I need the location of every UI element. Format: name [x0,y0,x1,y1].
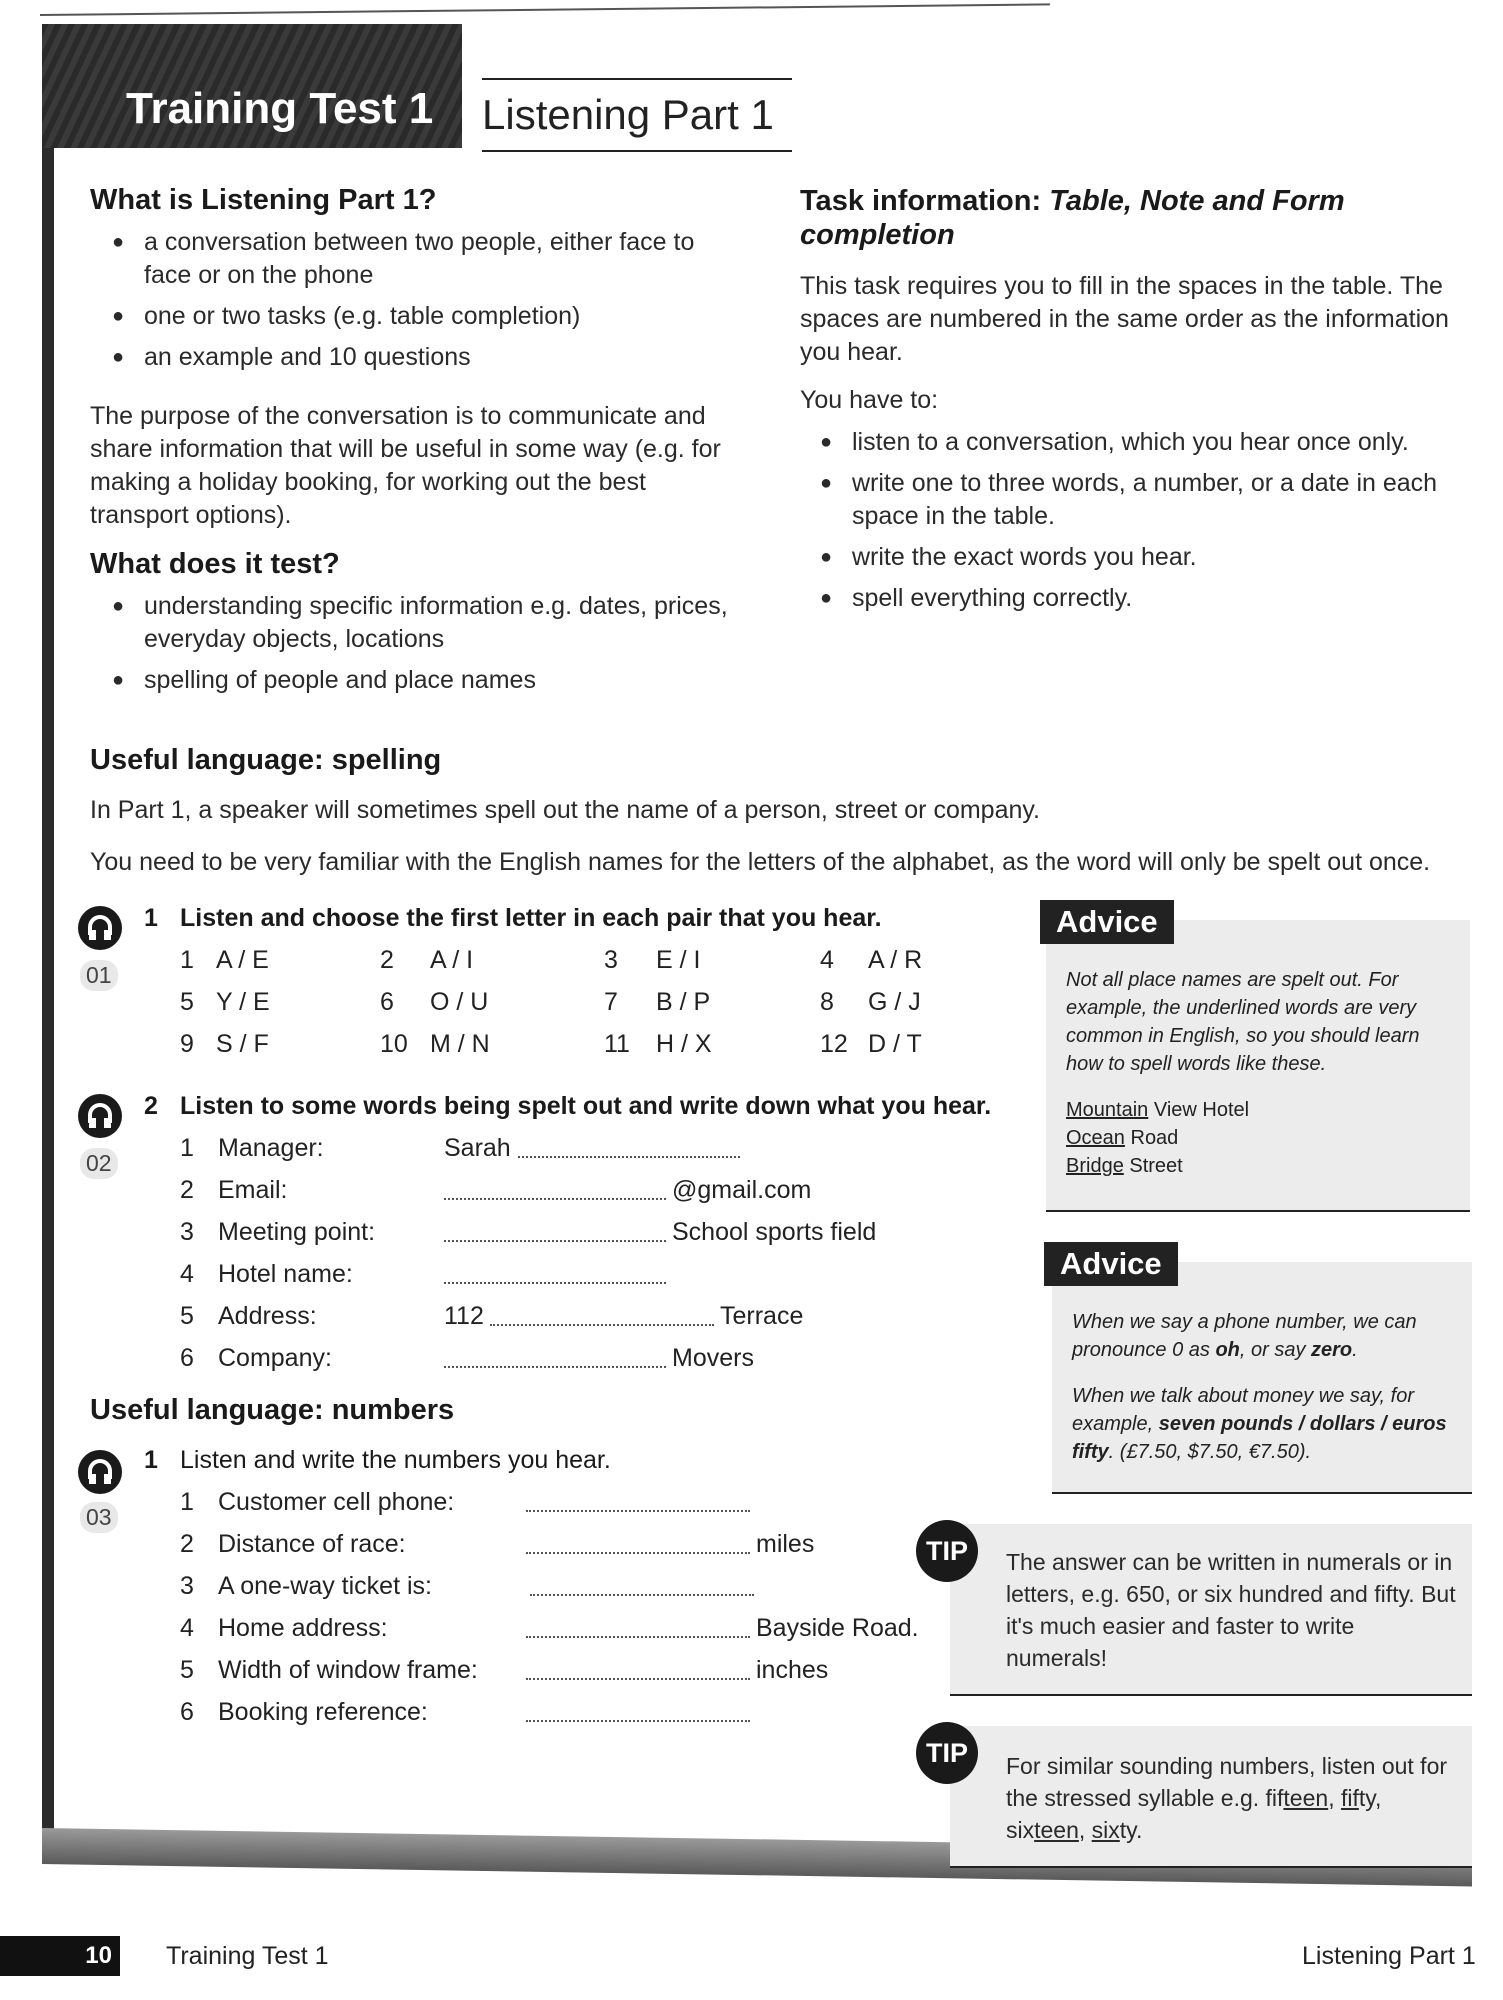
item-number: 4 [180,1260,194,1288]
tip-rule [950,1694,1472,1696]
underlined-word: Ocean [1066,1127,1125,1149]
field-label: Meeting point: [218,1218,376,1246]
tip-text-part: ty. [1119,1817,1143,1843]
item-number: 5 [180,1302,194,1330]
page-number: 10 [0,1936,120,1976]
advice-label: Advice [1040,900,1174,944]
advice-text-part: . (£7.50, $7.50, €7.50). [1108,1441,1312,1463]
advice-rule [1046,1210,1470,1212]
place-example [1066,1124,1178,1152]
spelling-intro-1: In Part 1, a speaker will sometimes spell out the name of a person, street or company. [90,796,1040,824]
tip-text-part: For similar sounding numbers, listen out for the stressed syllable e.g. fif [1006,1753,1448,1811]
underlined-word: Mountain [1066,1099,1149,1121]
item-number: 12 [820,1030,848,1058]
item-number: 1 [180,1488,194,1516]
stressed-syllable: teen [1034,1817,1079,1843]
item-number: 3 [180,1572,194,1600]
item-number: 6 [380,988,394,1016]
advice-bold: zero [1311,1339,1353,1361]
exercise-instruction: Listen and choose the first letter in each pair that you hear. [180,904,882,932]
letter-pair: G / J [868,988,921,1016]
answer-blank[interactable] [526,1552,750,1554]
letter-pair: D / T [868,1030,922,1058]
field-label: Width of window frame: [218,1656,478,1684]
item-number: 1 [180,946,194,974]
field-suffix: miles [756,1530,815,1558]
list-item: ● understanding specific information e.g. dates, prices, everyday objects, locations [112,590,732,656]
you-have-to: You have to: [800,386,939,414]
footer-right: Listening Part 1 [1302,1942,1476,1970]
letter-pair: H / X [656,1030,712,1058]
field-label: A one-way ticket is: [218,1572,432,1600]
track-number: 02 [80,1148,118,1179]
top-rule [40,3,1050,16]
title-block [42,24,462,148]
track-number: 03 [80,1502,118,1533]
answer-blank[interactable] [526,1720,750,1722]
place-example [1066,1096,1249,1124]
tip-text: The answer can be written in numerals or in letters, e.g. 650, or six hundred and fifty. But it's much easier and faster to write numerals! [1006,1549,1456,1671]
advice-bold: oh [1215,1339,1240,1361]
field-prefix: 112 [444,1302,484,1330]
list-item: ● one or two tasks (e.g. table completion) [112,300,732,333]
what-tests-list [112,590,732,705]
advice-bold: seven pounds / dollars / euros fifty [1072,1413,1447,1463]
field-label: Company: [218,1344,332,1372]
letter-pair: A / I [430,946,474,974]
numbers-heading: Useful language: numbers [90,1394,455,1426]
item-number: 8 [820,988,834,1016]
spelling-intro-2: You need to be very familiar with the English names for the letters of the alphabet, as the word will only be spelt out once. [90,848,1431,876]
exercise-number: 1 [144,904,158,932]
exercise-number: 2 [144,1092,158,1120]
item-number: 2 [180,1176,194,1204]
answer-blank[interactable] [444,1282,666,1284]
what-tests-heading: What does it test? [90,548,340,580]
answer-blank[interactable] [518,1156,740,1158]
item-number: 5 [180,988,194,1016]
item-number: 5 [180,1656,194,1684]
item-number: 2 [380,946,394,974]
tip-badge: TIP [916,1520,978,1582]
letter-pair: B / P [656,988,711,1016]
answer-blank[interactable] [526,1678,750,1680]
letter-pair: O / U [430,988,489,1016]
field-suffix: Bayside Road. [756,1614,919,1642]
task-info-heading [800,184,1360,252]
letter-pair: E / I [656,946,701,974]
list-item: ● a conversation between two people, either face to face or on the phone [112,226,732,292]
place-example [1066,1152,1183,1180]
footer-left: Training Test 1 [166,1942,329,1970]
list-item: ● write one to three words, a number, or a date in each space in the table. [820,467,1460,533]
item-number: 1 [180,1134,194,1162]
answer-blank[interactable] [490,1324,714,1326]
headphones-icon[interactable] [78,1094,122,1138]
list-item: ● spell everything correctly. [820,582,1460,615]
field-suffix: inches [756,1656,829,1684]
item-number: 6 [180,1698,194,1726]
letter-pair: A / E [216,946,269,974]
tip-text-part: , [1078,1817,1092,1843]
place-rest: Road [1124,1127,1179,1149]
spelling-heading: Useful language: spelling [90,744,442,776]
field-label: Booking reference: [218,1698,428,1726]
item-number: 2 [180,1530,194,1558]
exercise-instruction: Listen to some words being spelt out and write down what you hear. [180,1092,992,1120]
field-label: Email: [218,1176,288,1204]
what-is-list [112,226,732,382]
field-suffix: @gmail.com [672,1176,812,1204]
advice-text [1072,1308,1462,1364]
tip-text-part: , [1328,1785,1341,1811]
task-info-description: This task requires you to fill in the spaces in the table. The spaces are numbered in the same order as the information you hear. [800,272,1449,366]
advice-text-part: , or say [1239,1339,1312,1361]
purpose-paragraph: The purpose of the conversation is to communicate and share information that will be useful in some way (e.g. for making a holiday booking, for working out the best transport options). [90,402,721,529]
answer-blank[interactable] [444,1198,666,1200]
task-info-list [820,426,1460,623]
tip-badge: TIP [916,1722,978,1784]
letter-pair: A / R [868,946,923,974]
item-number: 4 [180,1614,194,1642]
item-number: 10 [380,1030,408,1058]
place-rest: Street [1123,1155,1183,1177]
list-item: ● listen to a conversation, which you hear once only. [820,426,1460,459]
field-prefix: Sarah [444,1134,511,1162]
item-number: 11 [604,1030,630,1058]
field-label: Hotel name: [218,1260,353,1288]
tip-text [1006,1750,1458,1846]
field-label: Manager: [218,1134,324,1162]
item-number: 7 [604,988,618,1016]
item-number: 6 [180,1344,194,1372]
task-info-heading-italic: Table, Note and Form completion [800,185,1345,251]
tip-text-part: ty, six [1006,1785,1382,1843]
item-number: 4 [820,946,834,974]
advice-rule [1052,1492,1472,1494]
page-subtitle: Listening Part 1 [482,78,792,152]
letter-pair: S / F [216,1030,269,1058]
answer-blank[interactable] [526,1636,750,1638]
item-number: 9 [180,1030,194,1058]
list-item: ● write the exact words you hear. [820,541,1460,574]
field-label: Distance of race: [218,1530,406,1558]
track-number: 01 [80,960,118,991]
field-label: Address: [218,1302,317,1330]
field-suffix: School sports field [672,1218,877,1246]
field-suffix: Terrace [720,1302,804,1330]
headphones-icon[interactable] [78,1450,122,1494]
item-number: 3 [180,1218,194,1246]
what-is-heading: What is Listening Part 1? [90,184,437,216]
letter-pair: M / N [430,1030,490,1058]
place-rest: View Hotel [1148,1099,1250,1121]
letter-pair: Y / E [216,988,270,1016]
answer-blank[interactable] [444,1366,666,1368]
list-item: ● an example and 10 questions [112,341,732,374]
stressed-syllable: six [1091,1817,1120,1843]
answer-blank[interactable] [444,1240,666,1242]
exercise-instruction: Listen and write the numbers you hear. [180,1446,611,1474]
stressed-syllable: teen [1283,1785,1329,1811]
answer-blank[interactable] [526,1510,750,1512]
stressed-syllable: fif [1340,1785,1359,1811]
page-title: Training Test 1 [126,84,434,133]
field-label: Home address: [218,1614,388,1642]
answer-blank[interactable] [530,1594,754,1596]
task-info-heading-plain: Task information: [800,185,1050,217]
tip-rule [950,1866,1472,1868]
headphones-icon[interactable] [78,906,122,950]
left-margin-bar [42,148,54,1838]
field-suffix: Movers [672,1344,754,1372]
item-number: 3 [604,946,618,974]
field-label: Customer cell phone: [218,1488,455,1516]
exercise-number: 1 [144,1446,158,1474]
advice-label: Advice [1044,1242,1178,1286]
advice-text-part: When we talk about money we say, for example, [1072,1385,1415,1435]
advice-text-part: When we say a phone number, we can pronounce 0 as [1072,1311,1417,1361]
underlined-word: Bridge [1066,1155,1124,1177]
advice-text [1072,1382,1462,1466]
advice-text-part: . [1352,1339,1358,1361]
advice-text: Not all place names are spelt out. For example, the underlined words are very common in English, so you should learn how to spell words like these. [1066,969,1420,1075]
list-item: ● spelling of people and place names [112,664,732,697]
